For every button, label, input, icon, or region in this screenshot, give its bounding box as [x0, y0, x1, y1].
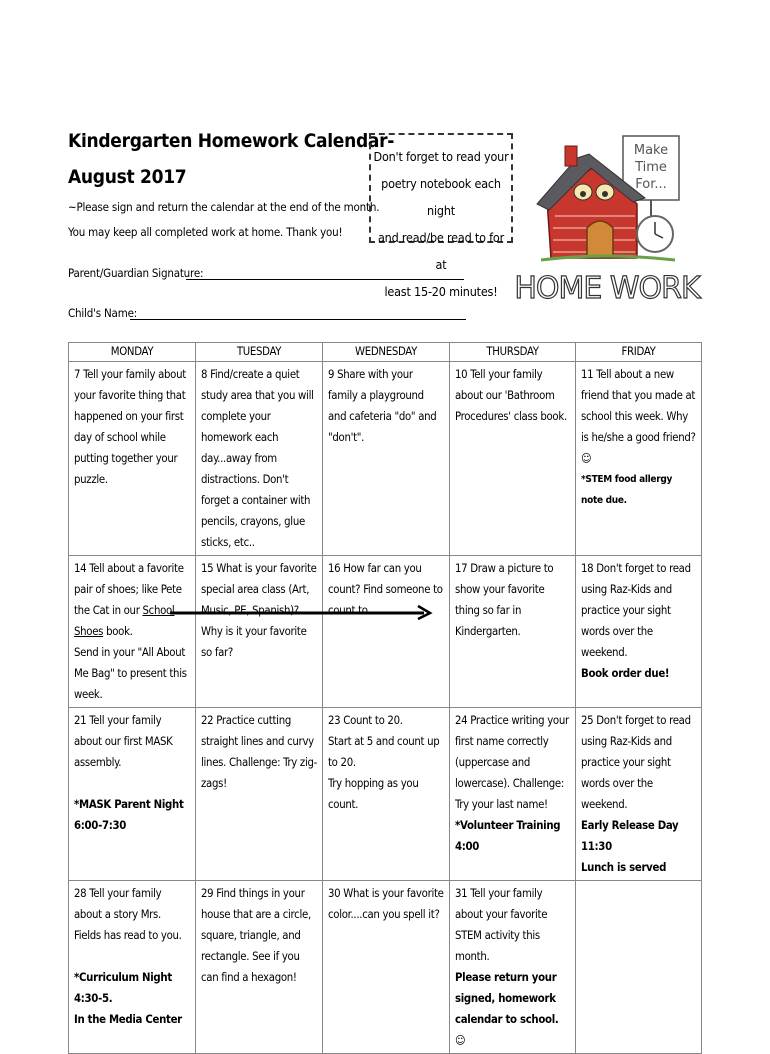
calendar-day-cell	[576, 556, 702, 708]
day-number: 14	[74, 562, 87, 575]
reminder-line: poetry notebook each night	[381, 176, 501, 218]
day-number: 8	[201, 368, 208, 381]
day-number: 10	[455, 368, 468, 381]
day-activity: How far can you count? Find someone to count to.	[328, 562, 443, 617]
day-header-thursday: THURSDAY	[450, 343, 576, 362]
calendar-day-cell	[323, 708, 450, 881]
day-activity: What is your favorite color....can you spell it?	[328, 887, 444, 921]
reading-reminder-box	[369, 133, 513, 299]
day-number: 11	[581, 368, 594, 381]
reminder-line: and read/be read to for at	[377, 230, 505, 272]
chimney	[565, 146, 577, 166]
sign-text-make: Make	[633, 143, 669, 158]
calendar-day-cell	[69, 362, 196, 556]
day-note-bold: Early Release Day 11:30	[581, 819, 679, 853]
day-number: 23	[328, 714, 341, 727]
day-activity: Tell about a favorite pair of shoes; like Pete the Cat in our	[74, 562, 184, 617]
day-number: 22	[201, 714, 214, 727]
day-activity: Share with your family a playground and cafeteria "do" and "don't".	[328, 368, 437, 444]
day-number: 7	[74, 368, 81, 381]
day-number: 30	[328, 887, 341, 900]
day-activity: Find/create a quiet study area that you will complete your homework each day...away from distractions. Don't forget a container with pencils, crayons, glue sticks, etc..	[201, 368, 314, 549]
reminder-line: least 15-20 minutes!	[384, 284, 498, 299]
day-note-bold: Lunch is served	[581, 861, 667, 874]
calendar-week-row	[69, 362, 702, 556]
day-note-bold: Book order due!	[581, 667, 670, 680]
day-activity: Tell about a new friend that you made at school this week. Why is he/she a good friend? ☺	[581, 368, 696, 465]
day-number: 29	[201, 887, 214, 900]
homework-calendar-table	[68, 342, 702, 1054]
instruction-line2: You may keep all completed work at home. Thank you!	[68, 225, 343, 239]
day-number: 31	[455, 887, 468, 900]
day-header-tuesday: TUESDAY	[196, 343, 323, 362]
calendar-day-cell	[323, 881, 450, 1054]
day-activity: What is your favorite special area class (Art, Music, PE, Spanish)? Why is it your favorite so far?	[201, 562, 317, 659]
calendar-header-row	[69, 343, 702, 362]
day-note-bold: *MASK Parent Night	[74, 798, 184, 811]
day-activity: Tell your family about our first MASK assembly.	[74, 714, 173, 769]
page-title-line1: Kindergarten Homework Calendar-	[68, 130, 395, 152]
child-name-line[interactable]	[130, 319, 466, 320]
day-number: 9	[328, 368, 335, 381]
day-header-friday: FRIDAY	[576, 343, 702, 362]
day-number: 18	[581, 562, 594, 575]
homework-banner: HOME WORK	[514, 271, 700, 306]
calendar-day-cell	[69, 881, 196, 1054]
day-note-bold: *Curriculum Night 4:30-5.	[74, 971, 172, 1005]
calendar-day-cell	[196, 362, 323, 556]
day-activity: Count to 20.	[343, 714, 403, 727]
day-note-bold: *Volunteer Training 4:00	[455, 819, 561, 853]
calendar-day-cell	[576, 708, 702, 881]
sign-text-for: For...	[635, 177, 667, 192]
day-number: 15	[201, 562, 214, 575]
calendar-week-row	[69, 881, 702, 1054]
day-note-bold: Please return your signed, homework calendar to school. ☺	[455, 971, 559, 1047]
arrow-icon	[168, 604, 434, 620]
instruction-line1: ~Please sign and return the calendar at the end of the month.	[68, 200, 380, 214]
day-number: 21	[74, 714, 87, 727]
calendar-day-cell	[69, 556, 196, 708]
day-activity: Practice cutting straight lines and curvy lines. Challenge: Try zig-zags!	[201, 714, 318, 790]
reminder-line: Don't forget to read your	[373, 149, 509, 164]
day-activity: Tell your family about your favorite STEM activity this month.	[455, 887, 548, 963]
day-note-bold: *STEM food allergy note due.	[581, 474, 673, 506]
calendar-day-cell	[196, 881, 323, 1054]
day-number: 17	[455, 562, 468, 575]
day-activity-extra: Try hopping as you count.	[328, 777, 419, 811]
day-activity: Tell your family about your favorite thing that happened on your first day of school while putting together your puzzle.	[74, 368, 186, 486]
parent-signature-label: Parent/Guardian Signature:	[68, 266, 204, 280]
day-note-bold: 6:00-7:30	[74, 819, 127, 832]
day-header-wednesday: WEDNESDAY	[323, 343, 450, 362]
calendar-day-cell	[450, 362, 576, 556]
day-note-bold: In the Media Center	[74, 1013, 182, 1026]
calendar-day-cell	[450, 708, 576, 881]
day-activity: Tell your family about a story Mrs. Fields has read to you.	[74, 887, 182, 942]
sign-text-time: Time	[635, 160, 667, 175]
page-title-line2: August 2017	[68, 166, 187, 188]
day-number: 25	[581, 714, 594, 727]
day-activity-end: book.	[103, 625, 133, 638]
day-header-monday: MONDAY	[69, 343, 196, 362]
calendar-day-cell	[450, 556, 576, 708]
day-activity: Don't forget to read using Raz-Kids and practice your sight words over the weekend.	[581, 714, 691, 811]
day-activity: Don't forget to read using Raz-Kids and practice your sight words over the weekend.	[581, 562, 691, 659]
child-name-label: Child's Name:	[68, 306, 138, 320]
calendar-day-cell	[323, 556, 450, 708]
day-number: 16	[328, 562, 341, 575]
book-title: School Shoes	[74, 604, 175, 638]
day-activity: Find things in your house that are a circle, square, triangle, and rectangle. See if you can find a hexagon!	[201, 887, 311, 984]
calendar-day-cell	[196, 708, 323, 881]
calendar-week-row	[69, 708, 702, 881]
calendar-day-cell	[323, 362, 450, 556]
day-number: 28	[74, 887, 87, 900]
calendar-week-row	[69, 556, 702, 708]
day-activity-extra: Send in your "All About Me Bag" to present this week.	[74, 646, 187, 701]
day-activity-extra: Start at 5 and count up to 20.	[328, 735, 440, 769]
calendar-day-cell-empty	[576, 881, 702, 1054]
calendar-day-cell	[196, 556, 323, 708]
calendar-day-cell	[576, 362, 702, 556]
day-number: 24	[455, 714, 468, 727]
calendar-day-cell	[69, 708, 196, 881]
homework-house-illustration	[514, 128, 700, 308]
day-activity: Practice writing your first name correctly (uppercase and lowercase). Challenge: Try your last name!	[455, 714, 569, 811]
calendar-day-cell	[450, 881, 576, 1054]
house-door	[587, 221, 613, 258]
day-activity: Draw a picture to show your favorite thing so far in Kindergarten.	[455, 562, 554, 638]
day-activity: Tell your family about our 'Bathroom Procedures' class book.	[455, 368, 567, 423]
